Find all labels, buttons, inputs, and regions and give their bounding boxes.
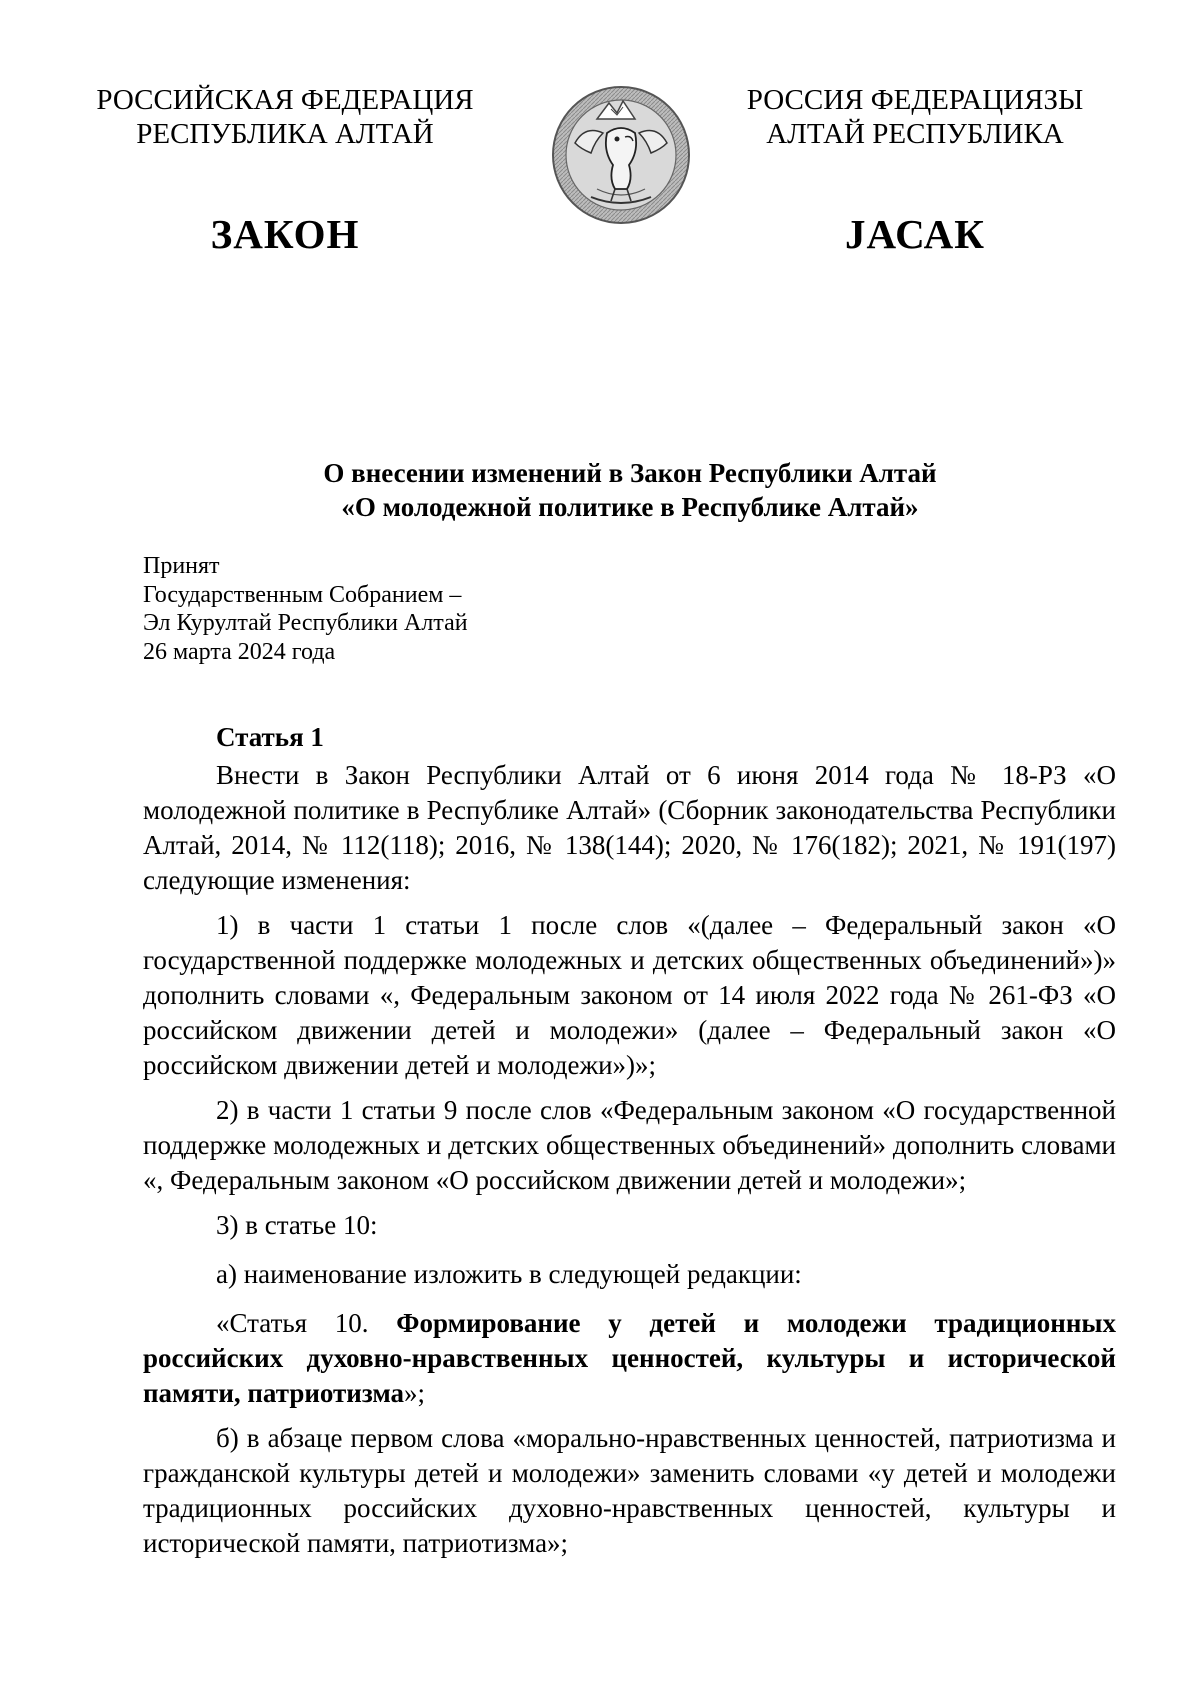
amendment-item-3a: а) наименование изложить в следующей редакции: — [216, 1259, 802, 1289]
law-label-altai: JАСАК — [845, 211, 985, 257]
header-right-country: РОССИЯ ФЕДЕРАЦИЯЗЫ — [746, 84, 1084, 116]
adoption-line2: Государственным Собранием – — [143, 581, 462, 608]
adoption-line1: Принят — [143, 553, 220, 579]
article-body — [143, 720, 1116, 1571]
adoption-date: 26 марта 2024 года — [143, 638, 336, 665]
quote-new-title: Формирование у детей и молодежи традиционных российских духовно-нравственных ценностей, культуры и исторической памяти, патриотизма — [143, 1308, 1116, 1408]
header-left-republic: РЕСПУБЛИКА АЛТАЙ — [136, 118, 434, 150]
amendment-item-2: 2) в части 1 статьи 9 после слов «Федеральным законом «О государственной поддержке молодежных и детских общественных объединений» дополнить словами «, Федеральным законом «О российском движении детей и молодежи»; — [143, 1095, 1116, 1195]
amendment-item-3a-quote — [143, 1306, 1116, 1411]
amendment-item-3b: б) в абзаце первом слова «морально-нравственных ценностей, патриотизма и гражданской культуры детей и молодежи» заменить словами «у детей и молодежи традиционных российских духовно-нравственных ценностей, культуры и исторической памяти, патриотизма»; — [143, 1423, 1116, 1558]
law-title-line2: «О молодежной политике в Республике Алтай» — [341, 492, 919, 522]
law-label-russian: ЗАКОН — [210, 211, 360, 257]
header-left — [60, 83, 510, 151]
law-title — [140, 456, 1120, 524]
adoption-line3: Эл Курултай Республики Алтай — [143, 610, 468, 636]
header-right — [690, 83, 1140, 151]
amendment-item-1: 1) в части 1 статьи 1 после слов «(далее – Федеральный закон «О государственной поддержке молодежных и детских общественных объединений»)» дополнить словами «, Федеральным законом от 14 июля 2022 года № 261-ФЗ «О российском движении детей и молодежи» (далее – Федеральный закон «О российском движении детей и молодежи»)»; — [143, 910, 1116, 1080]
header-right-republic: АЛТАЙ РЕСПУБЛИКА — [766, 118, 1064, 150]
adoption-block — [143, 552, 468, 666]
law-title-line1: О внесении изменений в Закон Республики Алтай — [323, 458, 937, 488]
header-left-country: РОССИЙСКАЯ ФЕДЕРАЦИЯ — [96, 84, 474, 116]
quote-suffix: »; — [404, 1378, 426, 1408]
quote-prefix: «Статья 10. — [216, 1308, 397, 1338]
article-heading: Статья 1 — [216, 722, 324, 752]
altai-republic-coat-of-arms-icon — [551, 85, 691, 225]
amendment-item-3: 3) в статье 10: — [216, 1210, 378, 1240]
article-intro: Внести в Закон Республики Алтай от 6 июня 2014 года № 18-РЗ «О молодежной политике в Республике Алтай» (Сборник законодательства Республики Алтай, 2014, № 112(118); 2016, № 138(144); 2020, № 176(182); 2021, № 191(197) следующие изменения: — [143, 760, 1116, 895]
